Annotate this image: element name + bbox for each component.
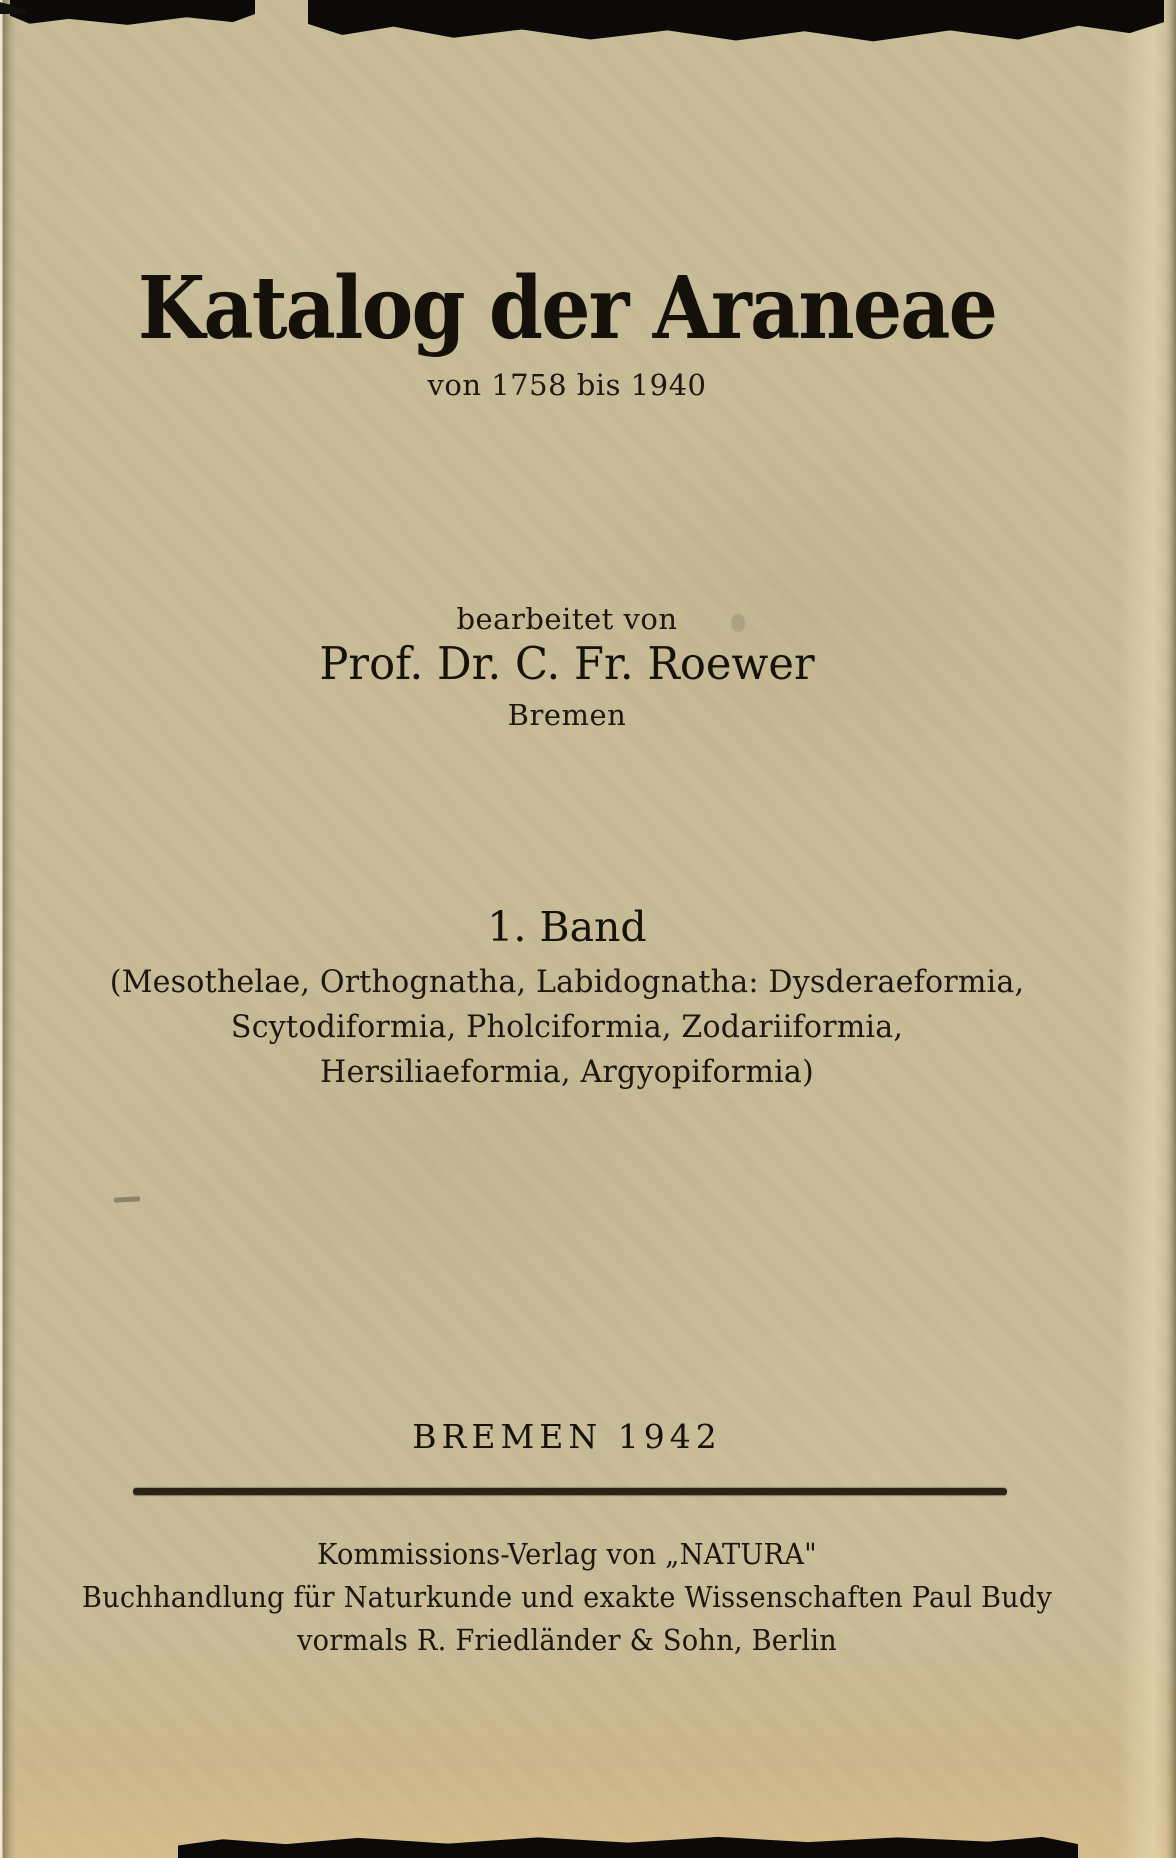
volume-contents-line: Scytodiformia, Pholciformia, Zodariiformia, [230,1009,904,1045]
book-subtitle-date-range: von 1758 bis 1940 [427,368,707,402]
imprint-place-year: BREMEN 1942 [412,1417,722,1456]
byline-label: bearbeitet von [456,602,678,636]
scan-smudge-spot [731,614,745,632]
volume-contents [17,960,1117,1095]
volume-contents-line: Hersiliaeformia, Argyopiformia) [320,1054,814,1090]
book-title: Katalog der Araneae [137,258,997,359]
volume-contents-line: (Mesothelae, Orthognatha, Labidognatha: Dysderaeformia, [109,964,1025,1000]
publisher-line: vormals R. Friedländer & Sohn, Berlin [297,1623,837,1657]
volume-heading: 1. Band [487,903,647,951]
author-city: Bremen [507,698,627,732]
publisher-info [34,1533,1100,1662]
horizontal-rule [133,1488,1007,1495]
publisher-line: Buchhandlung für Naturkunde und exakte Wissenschaften Paul Budy [81,1580,1053,1614]
author-name: Prof. Dr. C. Fr. Roewer [319,637,815,690]
publisher-line: Kommissions-Verlag von „NATURA" [317,1537,817,1571]
